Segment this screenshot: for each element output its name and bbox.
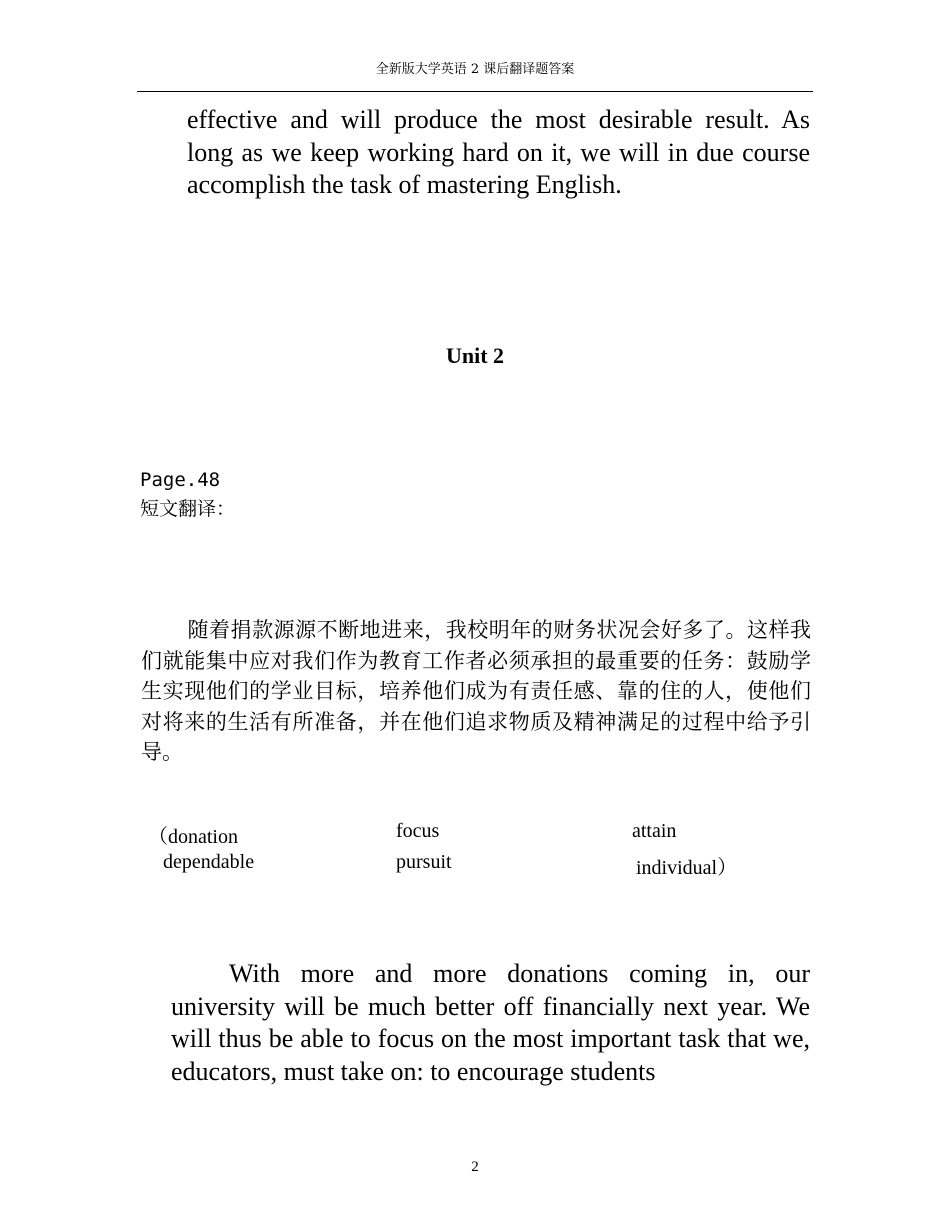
english-paragraph-continued: effective and will produce the most desirable result. As long as we keep working hard on it, we will in due course accomplish the task of mastering English.: [187, 105, 810, 199]
vocab-word: pursuit: [396, 851, 452, 873]
vocab-word: focus: [396, 820, 440, 842]
chinese-source-paragraph: [141, 615, 811, 768]
vocab-word: （donation: [148, 826, 238, 848]
english-translation-paragraph: [171, 958, 810, 1088]
page-reference: Page.48: [140, 469, 221, 491]
vocab-word: attain: [632, 820, 677, 842]
page-number: 2: [471, 1159, 479, 1175]
header-divider: [137, 91, 813, 92]
chinese-paragraph-text: 随着捐款源源不断地进来，我校明年的财务状况会好多了。这样我们就能集中应对我们作为教育工作者必须承担的最重要的任务：鼓励学生实现他们的学业目标，培养他们成为有责任感、靠的住的人，使他们对将来的生活有所准备，并在他们追求物质及精神满足的过程中给予引导。: [141, 618, 811, 764]
section-reference: [140, 466, 235, 524]
page-header: 全新版大学英语 2 课后翻译题答案: [375, 62, 575, 77]
vocab-word: individual）: [636, 857, 738, 879]
unit-heading: Unit 2: [445, 343, 505, 368]
vocab-word: dependable: [163, 851, 255, 873]
section-label: 短文翻译：: [140, 498, 236, 520]
english-translation-text: With more and more donations coming in, our university will be much better off financially next year. We will thus be able to focus on the most important task that we, educators, must take on: to encourage students: [171, 959, 810, 1086]
